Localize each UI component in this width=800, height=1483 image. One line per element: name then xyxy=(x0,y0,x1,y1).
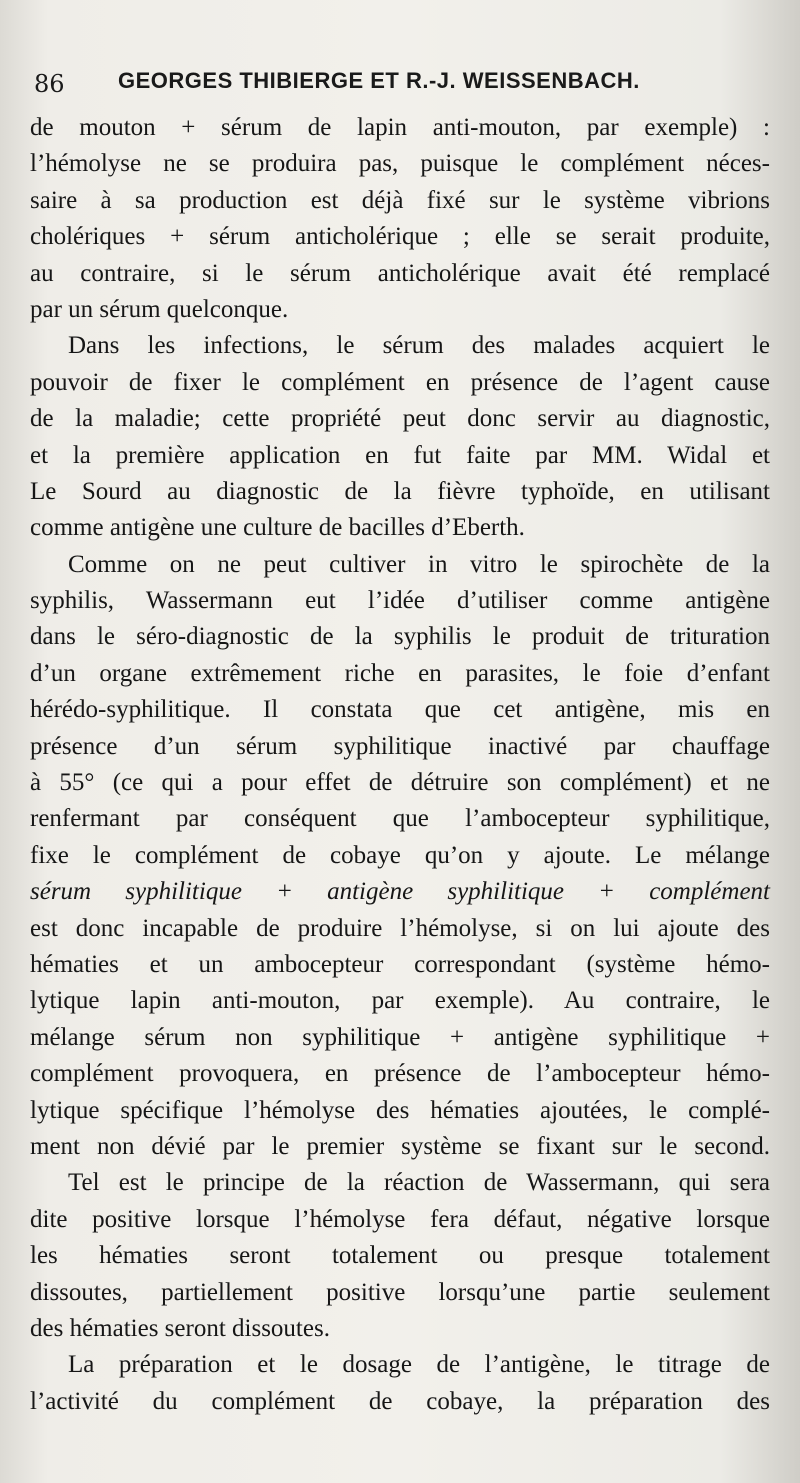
text-line: saire à sa production est déjà fixé sur le système vibrions xyxy=(30,186,770,214)
text-line: lytique lapin anti-mouton, par exemple). Au contraire, le xyxy=(30,987,770,1015)
text-line: sérum syphilitique + antigène syphilitique + complément xyxy=(30,878,770,906)
body-text xyxy=(30,110,770,1420)
text-line: hématies et un ambocepteur correspondant (système hémo- xyxy=(30,950,770,978)
text-line: dissoutes, partiellement positive lorsqu’une partie seulement xyxy=(30,1278,770,1306)
text-line: complément provoquera, en présence de l’ambocepteur hémo- xyxy=(30,1060,770,1088)
text-line: fixe le complément de cobaye qu’on y ajoute. Le mélange xyxy=(30,841,770,869)
text-line: pouvoir de fixer le complément en présence de l’agent cause xyxy=(30,368,770,396)
page-number: 86 xyxy=(34,70,65,98)
text-line: ment non dévié par le premier système se fixant sur le second. xyxy=(30,1132,770,1160)
text-line: et la première application en fut faite par MM. Widal et xyxy=(30,441,770,469)
text-line: Dans les infections, le sérum des malades acquiert le xyxy=(68,332,770,360)
text-line: cholériques + sérum anticholérique ; elle se serait produite, xyxy=(30,223,770,251)
text-line: dans le séro-diagnostic de la syphilis le produit de trituration xyxy=(30,623,770,651)
text-line: hérédo-syphilitique. Il constata que cet antigène, mis en xyxy=(30,696,770,724)
text-line: de la maladie; cette propriété peut donc servir au diagnostic, xyxy=(30,405,770,433)
page-header xyxy=(34,62,774,102)
text-line: mélange sérum non syphilitique + antigène syphilitique + xyxy=(30,1023,770,1051)
running-head: GEORGES THIBIERGE ET R.-J. WEISSENBACH. xyxy=(118,68,640,93)
text-line: les hématies seront totalement ou presque totalement xyxy=(30,1242,770,1270)
text-line: présence d’un sérum syphilitique inactivé par chauffage xyxy=(30,732,770,760)
text-line: à 55° (ce qui a pour effet de détruire son complément) et ne xyxy=(30,769,770,797)
text-line: Comme on ne peut cultiver in vitro le spirochète de la xyxy=(68,550,770,578)
text-line: lytique spécifique l’hémolyse des hématies ajoutées, le complé- xyxy=(30,1096,770,1124)
text-line: comme antigène une culture de bacilles d’Eberth. xyxy=(30,514,525,542)
text-line: est donc incapable de produire l’hémolyse, si on lui ajoute des xyxy=(30,914,770,942)
text-line: renfermant par conséquent que l’ambocepteur syphilitique, xyxy=(30,805,770,833)
text-line: d’un organe extrêmement riche en parasites, le foie d’enfant xyxy=(30,659,770,687)
text-line: dite positive lorsque l’hémolyse fera défaut, négative lorsque xyxy=(30,1205,770,1233)
text-line: Tel est le principe de la réaction de Wassermann, qui sera xyxy=(68,1169,770,1197)
text-line: par un sérum quelconque. xyxy=(30,295,289,323)
text-line: Le Sourd au diagnostic de la fièvre typhoïde, en utilisant xyxy=(30,477,770,505)
text-line: La préparation et le dosage de l’antigène, le titrage de xyxy=(68,1351,770,1379)
text-line: syphilis, Wassermann eut l’idée d’utiliser comme antigène xyxy=(30,587,770,615)
text-line: l’hémolyse ne se produira pas, puisque le complément néces- xyxy=(30,150,770,178)
text-line: des hématies seront dissoutes. xyxy=(30,1314,330,1342)
text-line: de mouton + sérum de lapin anti-mouton, par exemple) : xyxy=(30,114,770,141)
text-line: l’activité du complément de cobaye, la préparation des xyxy=(30,1387,770,1415)
text-line: au contraire, si le sérum anticholérique avait été remplacé xyxy=(30,259,770,287)
